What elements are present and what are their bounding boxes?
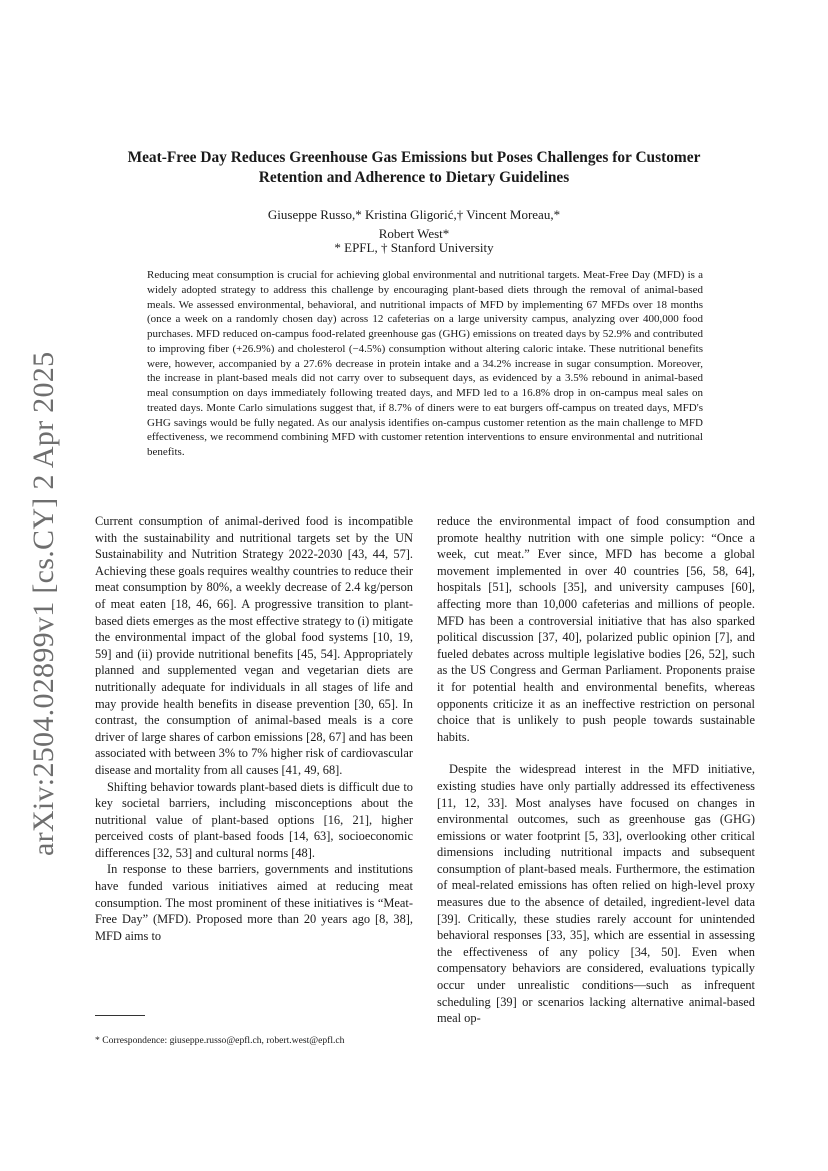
paragraph: In response to these barriers, governments and institutions have funded various initiatives aimed at reducing meat consumption. The most prominent of these initiatives is “Meat-Free Day” (MFD). Proposed more than 20 years ago [8, 38], MFD aims to: [95, 862, 413, 943]
footnote: * Correspondence: giuseppe.russo@epfl.ch, robert.west@epfl.ch: [95, 1035, 345, 1046]
abstract: Reducing meat consumption is crucial for achieving global environmental and nutritional targets. Meat-Free Day (MFD) is a widely adopted strategy to address this challenge by encouraging plant-based diets through the removal of animal-based meals. We assessed environmental, behavioral, and nutritional impacts of MFD by implementing 67 MFDs over 18 months (once a week on a randomly chosen day) across 12 cafeterias on a large university campus, analyzing over 400,000 food purchases. MFD reduced on-campus food-related greenhouse gas (GHG) emissions on treated days by 52.9% and contributed to improving fiber (+26.9%) and cholesterol (−4.5%) consumption without altering caloric intake. These nutritional benefits were, however, accompanied by a 27.6% decrease in protein intake and a 34.2% increase in sugar consumption. Moreover, the increase in plant-based meals did not carry over to subsequent days, as evidenced by a 3.5% rebound in animal-based meal consumption on days immediately following treated days, and MFD led to a 16.8% drop in on-campus meal sales on treated days. Monte Carlo simulations suggest that, if 8.7% of diners were to eat burgers off-campus on treated days, MFD's GHG savings would be fully negated. As our analysis identifies on-campus customer retention as the main challenge to MFD effectiveness, we recommend combining MFD with customer retention interventions to ensure environmental and nutritional benefits.: [147, 269, 703, 458]
paragraph: Despite the widespread interest in the MFD initiative, existing studies have only partially addressed its effectiveness [11, 12, 33]. Most analyses have focused on changes in environmental outcomes, such as greenhouse gas (GHG) emissions or water footprint [5, 33], overlooking other critical dimensions including nutritional impacts and subsequent consumption of plant-based meals. Furthermore, the estimation of meal-related emissions has often relied on high-level proxy measures due to the absence of detailed, ingredient-level data [39]. Critically, these studies rarely account for unintended behavioral responses [33, 35], which are essential in assessing the effectiveness of any policy [34, 50]. Even when compensatory behaviors are considered, evaluations typically occur under unrealistic conditions—such as infrequent scheduling [39] or scenarios lacking alternative animal-based meal op-: [437, 762, 755, 1026]
paper-title: Meat-Free Day Reduces Greenhouse Gas Emissions but Poses Challenges for Customer Retention and Adherence to Dietary Guidelines: [127, 149, 701, 186]
authors-line-1: Giuseppe Russo,* Kristina Gligorić,† Vincent Moreau,*: [267, 207, 561, 222]
paragraph: reduce the environmental impact of food consumption and promote healthy nutrition with one simple policy: “Once a week, cut meat.” Ever since, MFD has become a global movement implemented in over 40 countries [56, 58, 64], hospitals [51], schools [35], and university campuses [60], affecting more than 10,000 cafeterias and millions of people. MFD has been a controversial initiative that has also sparked political discussion [37, 40], polarized public opinion [7], and fueled debates across multiple legislative bodies [26, 52], such as the US Congress and German Parliament. Proponents praise it for potential health and environmental benefits, whereas opponents criticize it as an ineffective restriction on personal choice that is unlikely to push people towards sustainable habits.: [437, 514, 755, 744]
author-list: [150, 205, 678, 243]
paragraph: Current consumption of animal-derived food is incompatible with the sustainability and nutritional targets set by the UN Sustainability and Nutrition Strategy 2022-2030 [43, 44, 57]. Achieving these goals requires wealthy countries to reduce their meat consumption by 80%, a weekly decrease of 2.4 kg/person of meat eaten [18, 46, 66]. A progressive transition to plant-based diets emerges as the most effective strategy to (i) mitigate the environmental impact of the global food systems [10, 19, 59] and (ii) provide nutritional benefits [45, 54]. Appropriately planned and supplemented vegan and vegetarian diets are nutritionally adequate for individuals in all stages of life and may provide health benefits in disease prevention [30, 65]. In contrast, the consumption of animal-based meals is a core driver of large shares of carbon emissions [28, 67] and has been associated with between 3% to 7% higher risk of cardiovascular disease and mortality from all causes [41, 49, 68].: [95, 514, 413, 777]
paragraph: Shifting behavior towards plant-based diets is difficult due to key societal barriers, including misconceptions about the nutritional value of plant-based options [16, 21], higher perceived costs of plant-based foods [14, 63], socioeconomic differences [32, 53] and cultural norms [48].: [95, 779, 413, 860]
body-column-right: [437, 513, 755, 1158]
body-column-left: [95, 513, 413, 983]
arxiv-identifier: arXiv:2504.02899v1 [cs.CY] 2 Apr 2025: [27, 351, 60, 857]
affiliations: * EPFL, † Stanford University: [334, 240, 494, 255]
footnote-rule: [95, 1015, 145, 1016]
authors-line-2: Robert West*: [378, 226, 450, 241]
